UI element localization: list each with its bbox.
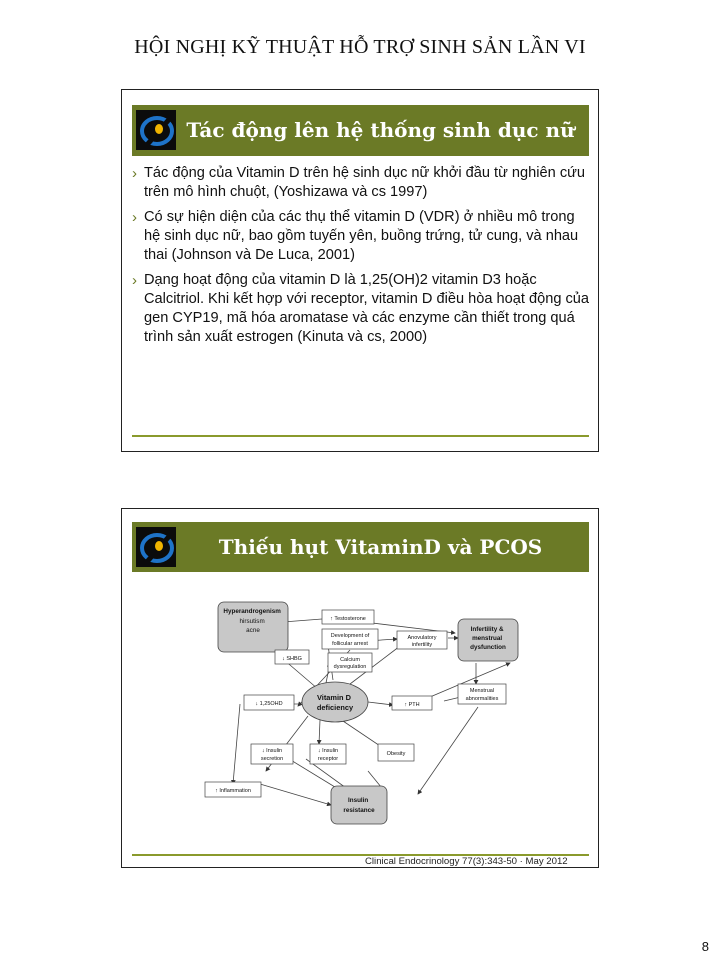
- follicular-line-1: Development of: [330, 633, 370, 639]
- svg-text:Infertility & menstrual: [470, 626, 506, 651]
- bullet-chevron-icon: ›: [132, 209, 137, 226]
- menstrual-line-1: Menstrual: [469, 688, 495, 694]
- insulin-secretion-line-1: ↓ Insulin: [261, 748, 283, 754]
- slide-2-title-bar: [132, 522, 589, 572]
- insulin-receptor-line-1: ↓ Insulin: [317, 748, 339, 754]
- bullet-text: Dạng hoạt động của vitamin D là 1,25(OH)2 vitamin D3 hoặc Calcitriol. Khi kết hợp với receptor, vitamin D điều hòa hoạt động của gen CYP19, mã hóa aromatase và các enzyme cần thiết trong quá trình sản xuất estrogen (Kinuta và cs, 2000): [144, 272, 590, 345]
- slide-1: [121, 89, 599, 452]
- insulin-resistance-node: [331, 786, 387, 824]
- bullet-text: Tác động của Vitamin D trên hệ sinh dục nữ khởi đầu từ nghiên cứu trên mô hình chuột, (Yoshizawa và cs 1997): [144, 165, 585, 200]
- slide-1-footer-rule: [132, 435, 589, 437]
- pth-label: ↑ PTH: [404, 702, 420, 708]
- logo-icon: [136, 110, 176, 150]
- deficiency-label: deficiency: [316, 703, 354, 712]
- insulin-receptor-line-2: receptor: [317, 756, 339, 762]
- slide-1-bullet-list: [132, 164, 594, 353]
- vitamin-d-deficiency-node: [302, 682, 368, 722]
- inflammation-label: ↑ Inflammation: [215, 788, 251, 794]
- calcium-line-1: Calcium: [340, 657, 360, 663]
- conference-header: HỘI NGHỊ KỸ THUẬT HỖ TRỢ SINH SẢN LẦN VI: [134, 36, 586, 58]
- citation: Clinical Endocrinology 77(3):343-50 · May 2012: [365, 856, 568, 867]
- vitamin-d-label: Vitamin D: [316, 693, 351, 702]
- vitd-level-label: ↓ 1,25OHD: [255, 701, 283, 707]
- bullet-chevron-icon: ›: [132, 272, 137, 289]
- acne-label: acne: [246, 627, 260, 634]
- bullet-item: [132, 164, 594, 202]
- follicular-line-2: follicular arrest: [332, 641, 368, 647]
- anovulatory-line-2: infertility: [411, 642, 433, 648]
- page-number: 8: [701, 939, 709, 954]
- insulin-secretion-line-2: secretion: [260, 756, 284, 762]
- dysfunction-label: dysfunction: [470, 644, 506, 651]
- bullet-text: Có sự hiện diện của các thụ thể vitamin D (VDR) ở nhiều mô trong hệ sinh dục nữ, bao gồm tuyến yên, buồng trứng, tử cung, và nhau thai (Johnson và De Luca, 2001): [144, 209, 579, 263]
- slide-2: [121, 508, 599, 868]
- anovulatory-line-1: Anovulatory: [407, 635, 437, 641]
- menstrual-label: menstrual: [472, 635, 503, 642]
- resistance-label: resistance: [343, 807, 375, 814]
- infertility-label: Infertility &: [470, 626, 504, 633]
- logo-icon: [136, 527, 176, 567]
- slide-2-title: Thiếu hụt VitaminD và PCOS: [218, 535, 543, 559]
- obesity-label: Obesity: [386, 751, 406, 757]
- menstrual-line-2: abnormalities: [465, 696, 499, 702]
- insulin-label: Insulin: [347, 797, 369, 804]
- bullet-item: [132, 208, 594, 265]
- svg-text:Vitamin D deficiency: [317, 693, 354, 712]
- bullet-chevron-icon: ›: [132, 165, 137, 182]
- bullet-item: [132, 271, 594, 347]
- hyperandrogenism-label: Hyperandrogenism: [223, 608, 281, 615]
- calcium-line-2: dysregulation: [333, 664, 367, 670]
- slide-1-title: Tác động lên hệ thống sinh dục nữ: [186, 118, 575, 142]
- slide-1-title-bar: [132, 105, 589, 156]
- hirsutism-label: hirsutism: [239, 618, 265, 625]
- shbg-label: ↓ SHBG: [282, 656, 302, 662]
- testosterone-label: ↑ Testosterone: [330, 616, 366, 622]
- pcos-diagram: [200, 591, 535, 836]
